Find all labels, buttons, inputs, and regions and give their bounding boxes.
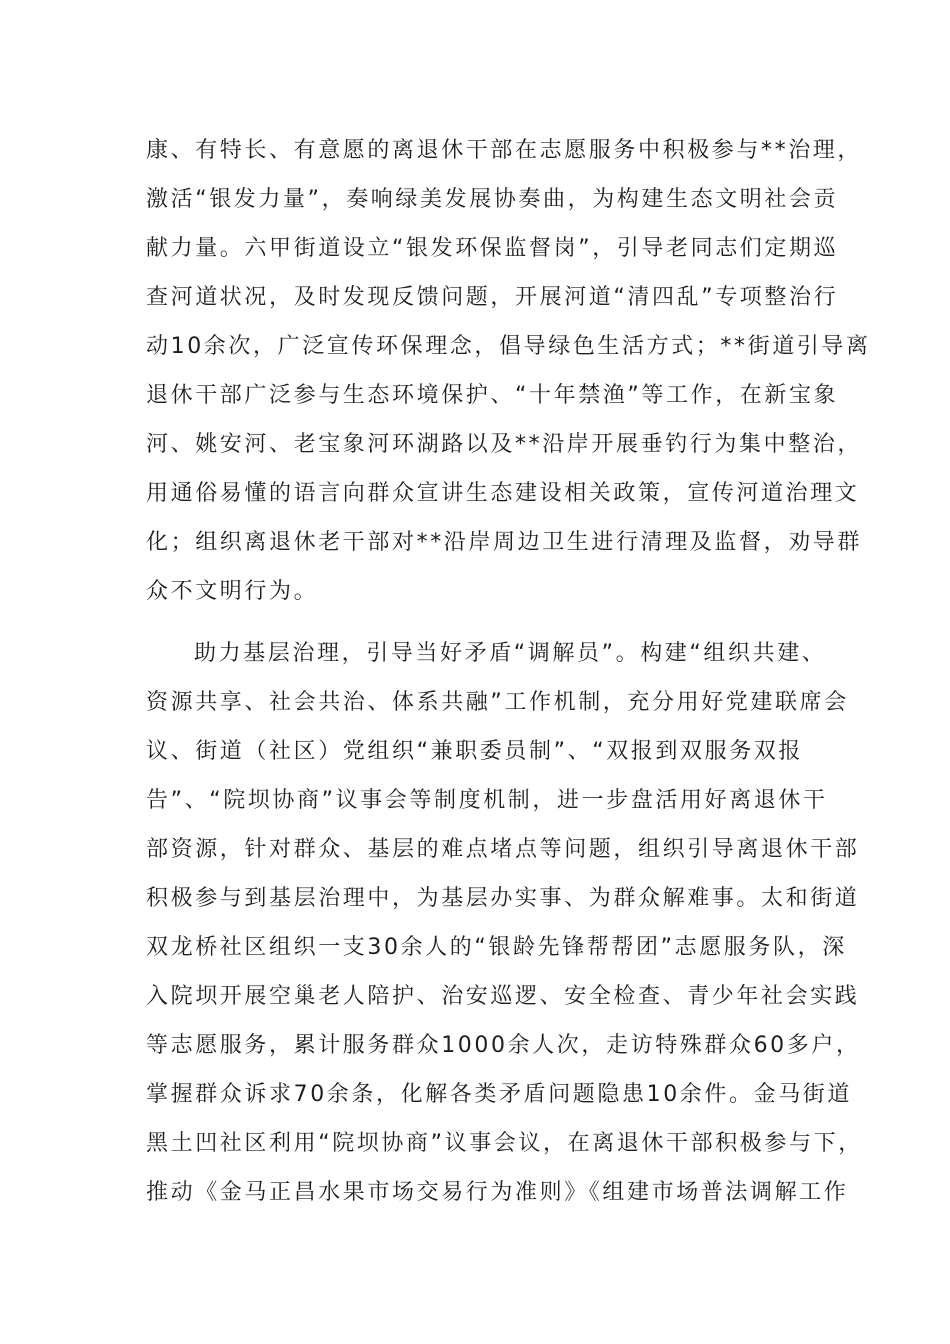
text-line: 退休干部广泛参与生态环境保护、“十年禁渔”等工作，在新宝象 — [146, 383, 839, 408]
text-line: 化；组织离退休老干部对**沿岸周边卫生进行清理及监督，劝导群 — [146, 530, 863, 555]
text-line: 用通俗易懂的语言向群众宣讲生态建设相关政策，宣传河道治理文 — [146, 481, 860, 506]
text-line: 动10余次，广泛宣传环保理念，倡导绿色生活方式；**街道引导离 — [146, 334, 871, 359]
text-line: 掌握群众诉求70余条，化解各类矛盾问题隐患10余件。金马街道 — [146, 1082, 852, 1107]
text-line: 等志愿服务，累计服务群众1000余人次，走访特殊群众60多户， — [146, 1033, 861, 1058]
text-line: 激活“银发力量”，奏响绿美发展协奏曲，为构建生态文明社会贡 — [146, 187, 839, 212]
text-line: 积极参与到基层治理中，为基层办实事、为群众解难事。太和街道 — [146, 886, 860, 911]
text-line: 黑土凹社区利用“院坝协商”议事会议，在离退休干部积极参与下， — [146, 1131, 863, 1156]
text-line: 河、姚安河、老宝象河环湖路以及**沿岸开展垂钓行为集中整治， — [146, 432, 863, 457]
text-line: 康、有特长、有意愿的离退休干部在志愿服务中积极参与**治理， — [146, 138, 863, 163]
text-line: 资源共享、社会共治、体系共融”工作机制，充分用好党建联席会 — [146, 690, 849, 715]
text-line: 推动《金马正昌水果市场交易行为准则》《组建市场普法调解工作 — [146, 1180, 849, 1205]
text-line: 众不文明行为。 — [146, 579, 319, 604]
text-line: 查河道状况，及时发现反馈问题，开展河道“清四乱”专项整治行 — [146, 285, 839, 310]
text-line: 告”、“院坝协商”议事会等制度机制，进一步盘活用好离退休干 — [146, 788, 828, 813]
paragraph-start-line: 助力基层治理，引导当好矛盾“调解员”。构建“组织共建、 — [194, 641, 827, 666]
text-line: 议、街道（社区）党组织“兼职委员制”、“双报到双服务双报 — [146, 739, 803, 764]
body-text — [146, 126, 871, 1217]
text-line: 双龙桥社区组织一支30余人的“银龄先锋帮帮团”志愿服务队，深 — [146, 935, 847, 960]
text-line: 献力量。六甲街道设立“银发环保监督岗”，引导老同志们定期巡 — [146, 236, 839, 261]
text-line: 部资源，针对群众、基层的难点堵点等问题，组织引导离退休干部 — [146, 837, 860, 862]
text-line: 入院坝开展空巢老人陪护、治安巡逻、安全检查、青少年社会实践 — [146, 984, 860, 1009]
